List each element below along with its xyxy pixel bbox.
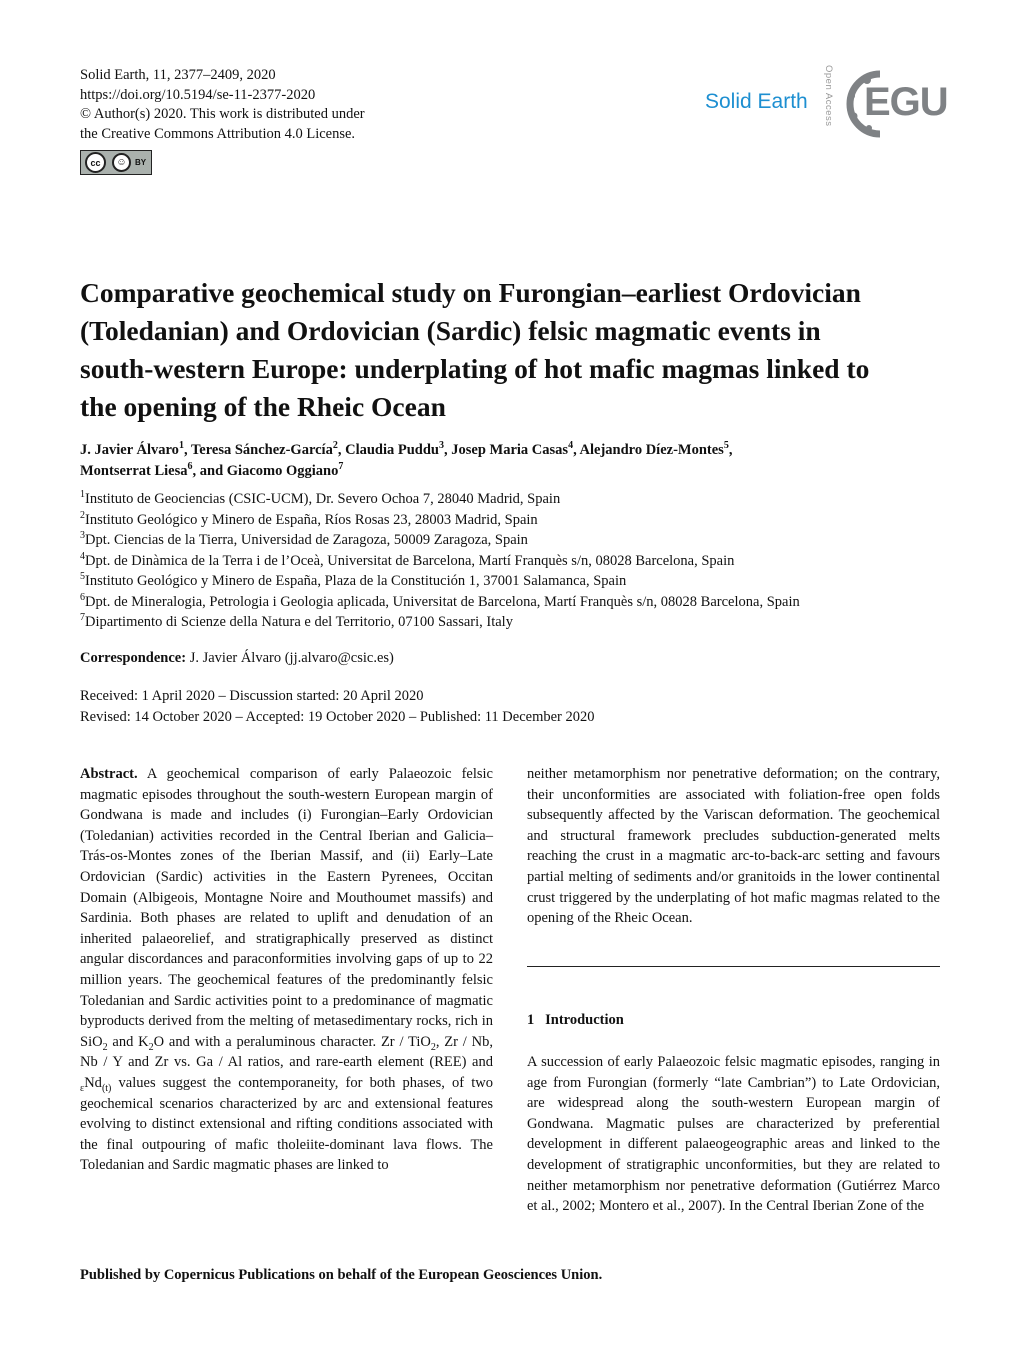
author-name: J. Javier Álvaro <box>80 442 179 458</box>
affiliation-text: Dipartimento di Scienze della Natura e del Territorio, 07100 Sassari, Italy <box>85 614 513 630</box>
affiliation-text: Instituto de Geociencias (CSIC-UCM), Dr. Severo Ochoa 7, 28040 Madrid, Spain <box>85 491 561 507</box>
author-separator: , and <box>192 462 227 479</box>
abstract-divider <box>527 966 940 967</box>
cc-by-license-badge[interactable] <box>80 150 152 175</box>
subscript: ε <box>80 1082 85 1094</box>
author-name: Teresa Sánchez-García <box>190 442 333 458</box>
affiliation-item <box>80 510 960 531</box>
copyright-line: © Author(s) 2020. This work is distributed under <box>80 106 365 122</box>
affiliation-number: 6 <box>80 591 85 603</box>
correspondence <box>80 648 394 669</box>
author-affiliation-ref: 4 <box>568 440 574 452</box>
subscript: 2 <box>102 1041 108 1053</box>
affiliation-item <box>80 592 960 613</box>
introduction-paragraph: A succession of early Palaeozoic felsic magmatic episodes, ranging in age from Furongian (formerly “late Cambrian”) to Late Ordovician, are widespread along the south-western European margin of Gondwana. Magmatic pulses are characterized by preferential development in different palaeogeographic areas and linked to the development of stratigraphic unconformities, but they are related to neither metamorphism nor penetrative deformation (Gutiérrez Marco et al., 2002; Montero et al., 2007). In the Central Iberian Zone of the <box>527 1054 940 1215</box>
article-title <box>80 274 960 426</box>
section-title: Introduction <box>545 1012 624 1028</box>
abstract-text: values suggest the contemporaneity, for both phases, of two geochemical scenarios characterized by arc and extensional features evolving to distinct extensional and rifting conditions associated with the final outpouring of mafic tholeiite-dominant lava flows. The Toledanian and Sardic magmatic phases are linked to <box>80 1074 493 1174</box>
history-line: Received: 1 April 2020 – Discussion started: 20 April 2020 <box>80 688 424 704</box>
author-name: Josep Maria Casas <box>451 442 569 458</box>
author-affiliation-ref: 7 <box>338 460 344 472</box>
affiliation-number: 1 <box>80 489 85 501</box>
subscript: (t) <box>101 1082 112 1094</box>
subscript: 2 <box>430 1041 436 1053</box>
author-name: Claudia Puddu <box>345 442 439 458</box>
author-affiliation-ref: 2 <box>332 440 338 452</box>
title-line: (Toledanian) and Ordovician (Sardic) felsic magmatic events in <box>80 315 821 346</box>
correspondence-email[interactable]: J. Javier Álvaro (jj.alvaro@csic.es) <box>189 650 394 666</box>
title-line: the opening of the Rheic Ocean <box>80 391 446 422</box>
author-affiliation-ref: 3 <box>439 440 444 452</box>
section-number: 1 <box>527 1012 535 1028</box>
correspondence-label: Correspondence: <box>80 650 187 666</box>
citation-line: Solid Earth, 11, 2377–2409, 2020 <box>80 67 276 83</box>
affiliation-number: 5 <box>80 571 85 583</box>
article-history <box>80 686 595 727</box>
author-name: Giacomo Oggiano <box>226 462 339 479</box>
abstract-text: Nd <box>84 1074 102 1091</box>
author-separator: , <box>444 442 452 458</box>
author-name: Montserrat Liesa <box>80 462 188 479</box>
person-icon: ☺ <box>112 153 131 172</box>
author-line-1 <box>80 440 950 461</box>
author-separator: , <box>728 442 733 458</box>
egu-logo-text: EGU <box>864 80 948 124</box>
author-separator: , <box>183 442 191 458</box>
publisher-footer: Published by Copernicus Publications on behalf of the European Geosciences Union. <box>80 1267 603 1283</box>
affiliation-item <box>80 612 960 633</box>
affiliation-number: 3 <box>80 530 85 542</box>
affiliation-text: Instituto Geológico y Minero de España, Ríos Rosas 23, 28003 Madrid, Spain <box>85 511 538 528</box>
affiliation-item <box>80 530 960 551</box>
author-separator: , <box>573 442 580 458</box>
abstract-label: Abstract. <box>80 766 138 782</box>
doi-link[interactable]: https://doi.org/10.5194/se-11-2377-2020 <box>80 86 316 103</box>
title-line: south-western Europe: underplating of hot mafic magmas linked to <box>80 353 870 384</box>
introduction-body <box>527 1052 940 1217</box>
author-affiliation-ref: 6 <box>187 460 193 472</box>
open-access-label <box>823 65 834 145</box>
author-separator: , <box>337 442 346 458</box>
journal-name: Solid Earth <box>705 90 808 113</box>
abstract-paragraph-continued: neither metamorphism nor penetrative deformation; on the contrary, their unconformities are associated with foliation-free open folds subsequently affected by the Variscan deformation. The geochemical and structural framework precludes subduction-generated melts reaching the crust in a magmatic arc-to-back-arc setting and favours partial melting of sediments and/or granitoids in the lower continental crust triggered by the underplating of hot mafic magmas related to the opening of the Rheic Ocean. <box>527 766 940 927</box>
subscript: 2 <box>148 1041 154 1053</box>
affiliation-text: Dpt. Ciencias de la Tierra, Universidad de Zaragoza, 50009 Zaragoza, Spain <box>85 532 528 548</box>
author-list <box>80 440 950 481</box>
affiliation-text: Dpt. de Dinàmica de la Terra i de l’Oceà, Universitat de Barcelona, Martí Franquès s/n, 08028 Barcelona, Spain <box>85 552 735 569</box>
journal-citation <box>80 66 365 144</box>
affiliation-list <box>80 489 960 633</box>
title-line: Comparative geochemical study on Furongian–earliest Ordovician <box>80 277 861 308</box>
affiliation-text: Dpt. de Mineralogia, Petrologia i Geologia aplicada, Universitat de Barcelona, Martí Franquès s/n, 08028 Barcelona, Spain <box>85 593 800 610</box>
section-heading-introduction <box>527 1012 624 1029</box>
author-affiliation-ref: 5 <box>723 440 729 452</box>
affiliation-item <box>80 551 960 572</box>
abstract-text: and K <box>107 1033 149 1050</box>
abstract-text: A geochemical comparison of early Palaeozoic felsic magmatic episodes throughout the south-western European margin of Gondwana is made and includes (i) Furongian–Early Ordovician (Toledanian) activities recorded in the Central Iberian and Galicia–Trás-os-Montes zones of the Iberian Massif, and (ii) Early–Late Ordovician (Sardic) activities in the Eastern Pyrenees, Occitan Domain (Albigeois, Montagne Noire and Mouthoumet massifs) and Sardinia. Both phases are related to uplift and denudation of an inherited palaeorelief, and stratigraphically preserved as distinct angular discordances and paraconformities involving gaps of up to 22 million years. The geochemical features of the predominantly felsic Toledanian and Sardic activities point to a predominance of magmatic byproducts derived from the melting of metasedimentary rocks, rich in SiO <box>80 766 493 1050</box>
abstract-paragraph <box>80 764 493 1176</box>
cc-icon: cc <box>85 152 106 173</box>
abstract-left-column <box>80 764 493 1176</box>
open-access-text: Open Access <box>823 65 834 127</box>
affiliation-text: Instituto Geológico y Minero de España, Plaza de la Constitución 1, 37001 Salamanca, Spain <box>85 573 627 589</box>
license-line: the Creative Commons Attribution 4.0 License. <box>80 125 356 142</box>
by-label: BY <box>135 158 147 167</box>
affiliation-item <box>80 489 960 510</box>
affiliation-number: 7 <box>80 612 85 624</box>
author-line-2 <box>80 461 950 482</box>
history-line: Revised: 14 October 2020 – Accepted: 19 October 2020 – Published: 11 December 2020 <box>80 708 595 725</box>
egu-logo <box>842 66 948 142</box>
abstract-text: , Zr / Nb, Nb / Y and Zr vs. Ga / Al ratios, and rare-earth element (REE) and <box>80 1033 493 1071</box>
affiliation-number: 2 <box>80 509 85 521</box>
abstract-text: O and with a peraluminous character. Zr / TiO <box>153 1033 431 1050</box>
author-name: Alejandro Díez-Montes <box>579 442 724 458</box>
affiliation-item <box>80 571 960 592</box>
affiliation-number: 4 <box>80 550 85 562</box>
author-affiliation-ref: 1 <box>178 440 184 452</box>
abstract-right-column <box>527 764 940 929</box>
